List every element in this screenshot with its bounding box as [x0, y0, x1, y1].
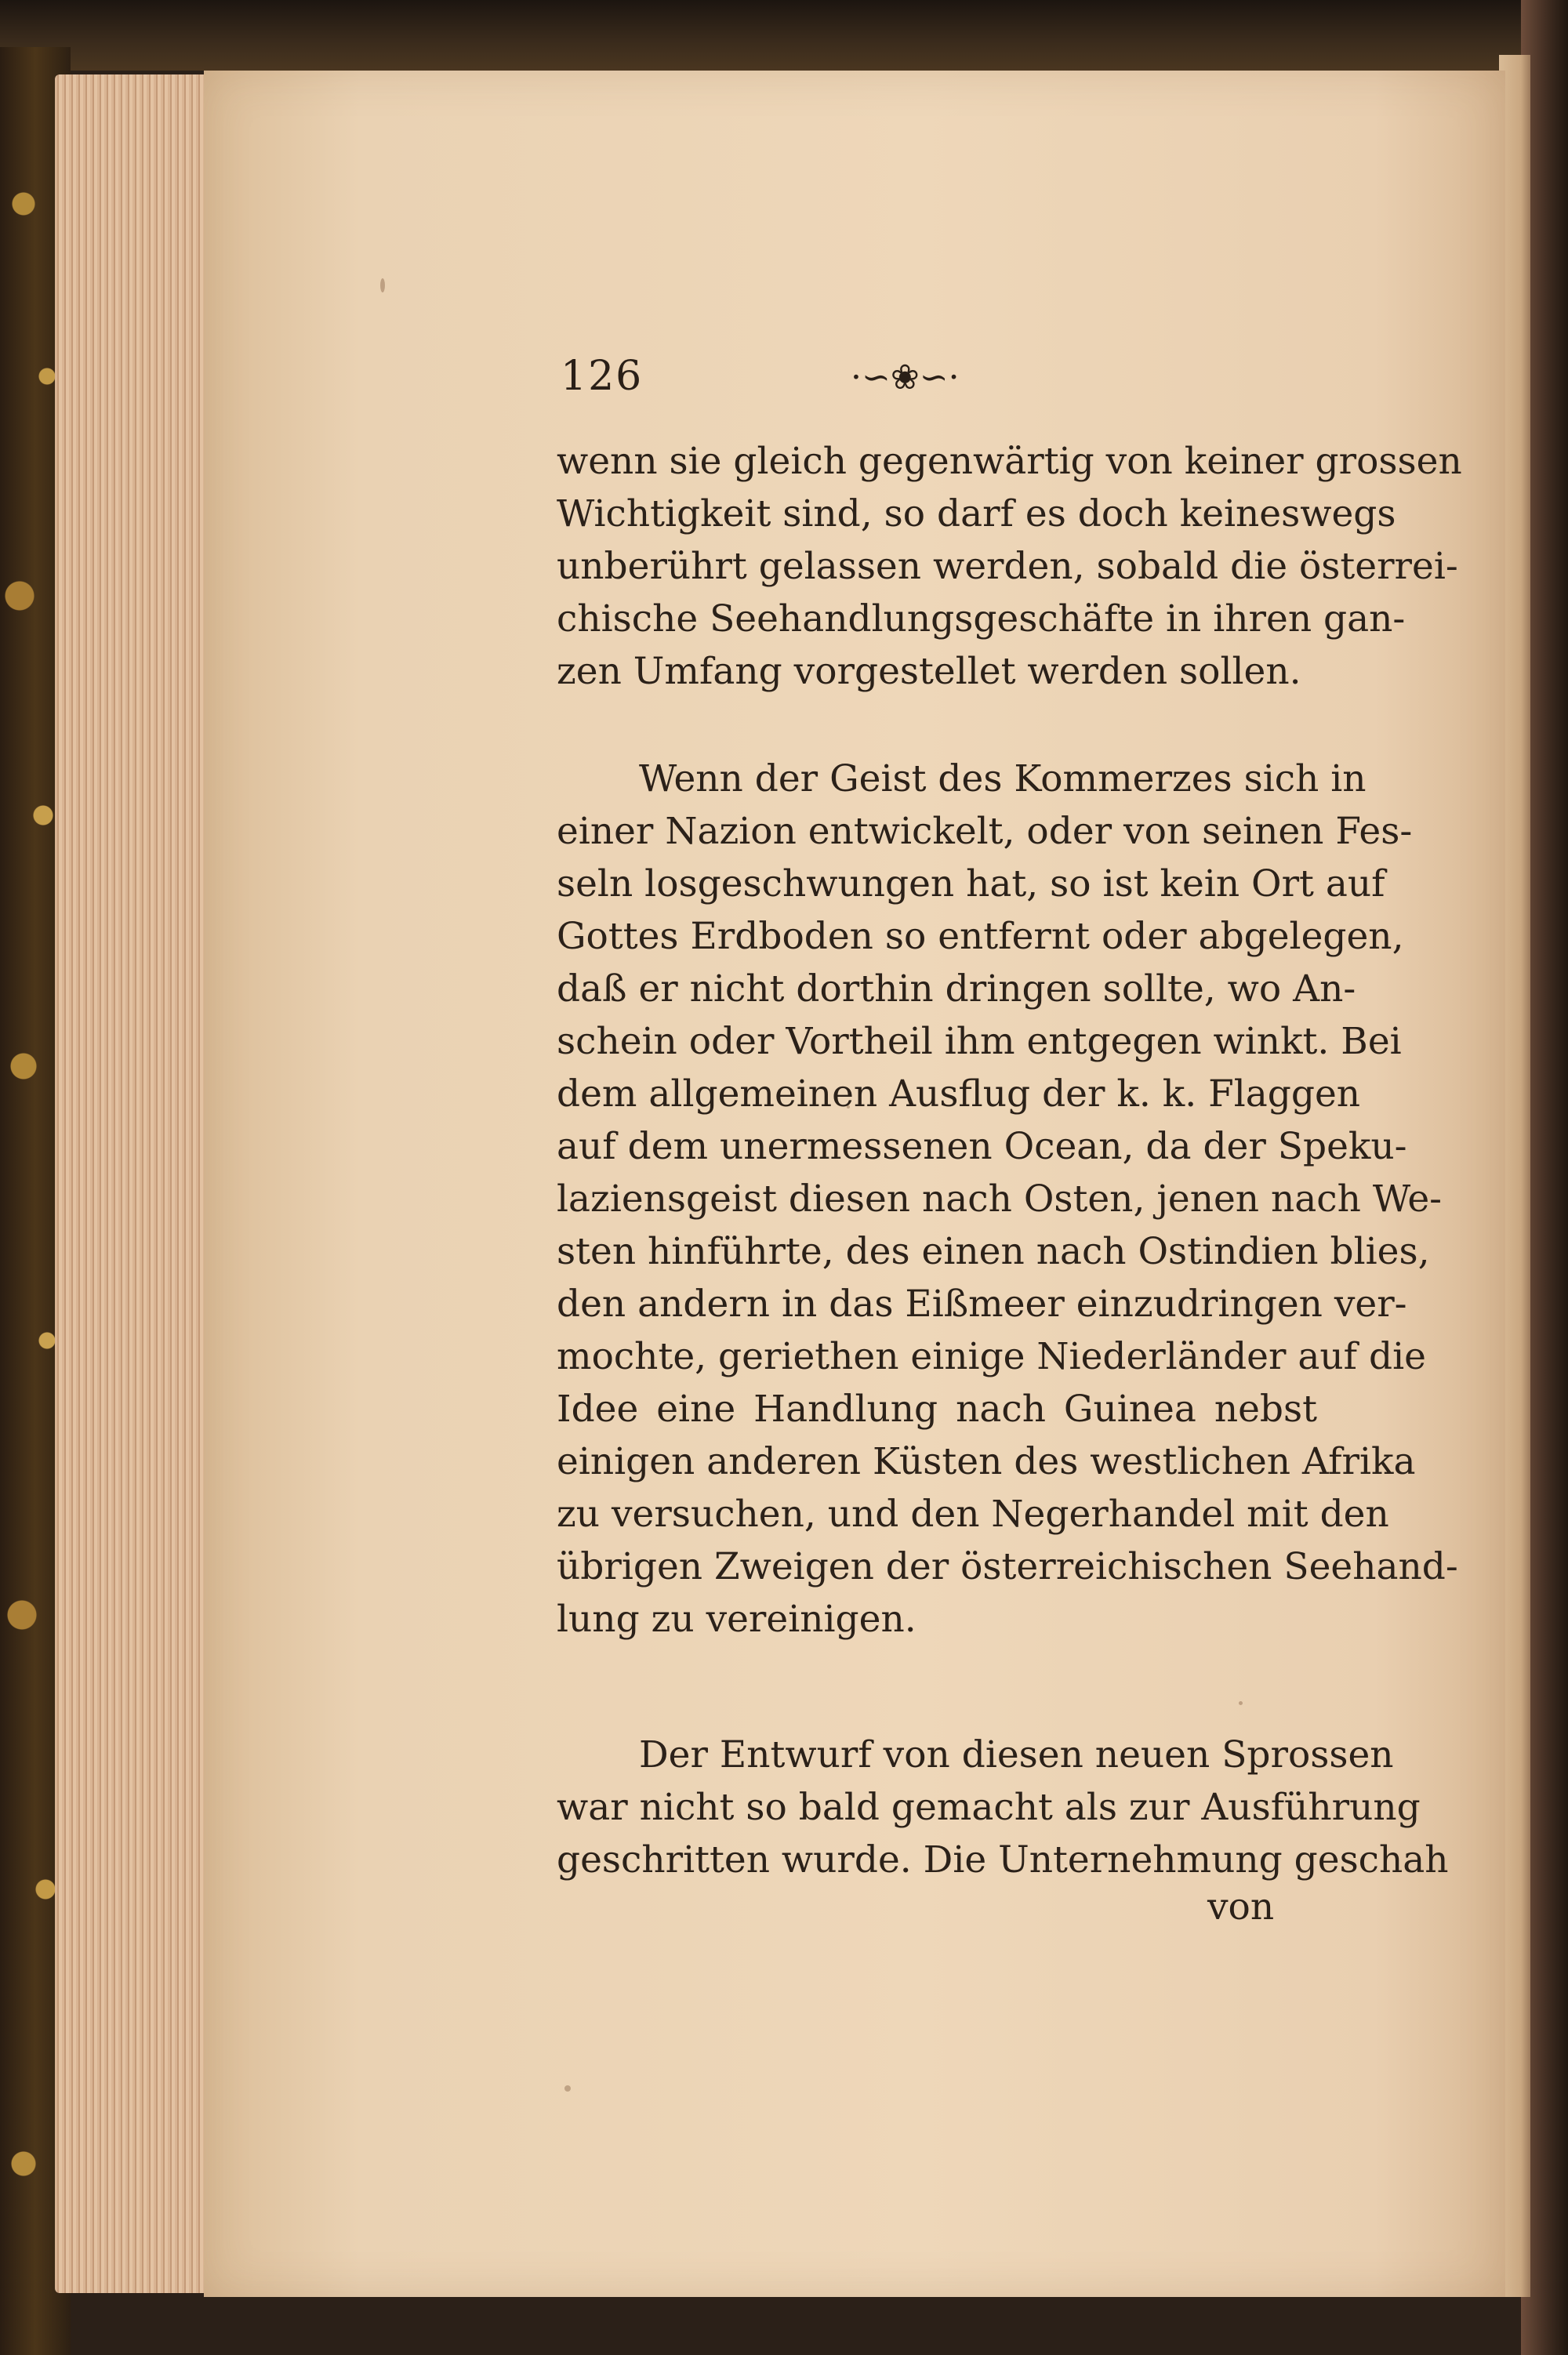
text-line: Wenn der Geist des Kommerzes sich in [639, 757, 1367, 800]
catchword: von [1207, 1885, 1275, 1929]
page-number: 126 [561, 353, 644, 400]
text-line: unberührt gelassen werden, sobald die österrei- [557, 545, 1458, 588]
paragraph-2 [557, 753, 1458, 1646]
text-line: Gottes Erdboden so entfernt oder abgelegen, [557, 915, 1404, 958]
text-line: übrigen Zweigen der österreichischen Seehand- [557, 1545, 1458, 1588]
page-header [561, 353, 1313, 415]
text-line: seln losgeschwungen hat, so ist kein Ort auf [557, 862, 1385, 905]
text-line: daß er nicht dorthin dringen sollte, wo An- [557, 967, 1356, 1011]
text-line: einigen anderen Küsten des westlichen Afrika [557, 1440, 1416, 1483]
paragraph-1 [557, 435, 1462, 698]
paragraph-3 [557, 1729, 1449, 1886]
text-line: lung zu vereinigen. [557, 1598, 916, 1641]
text-line: war nicht so bald gemacht als zur Ausführung [557, 1786, 1421, 1829]
page-edges-stack [55, 74, 220, 2293]
text-line: sten hinführte, des einen nach Ostindien blies, [557, 1230, 1430, 1273]
text-line: dem allgemeinen Ausflug der k. k. Flaggen [557, 1072, 1361, 1116]
text-line: zu versuchen, und den Negerhandel mit den [557, 1493, 1389, 1536]
text-line: einer Nazion entwickelt, oder von seinen Fes- [557, 810, 1413, 853]
book-cover-top [0, 0, 1568, 71]
header-ornament-icon: ·∽❀∽· [851, 357, 960, 397]
text-line: laziensgeist diesen nach Osten, jenen nach We- [557, 1178, 1443, 1221]
text-line: Idee eine Handlung nach Guinea nebst [557, 1388, 1317, 1431]
text-line: Der Entwurf von diesen neuen Sprossen [639, 1733, 1394, 1776]
text-line: zen Umfang vorgestellet werden sollen. [557, 650, 1301, 693]
text-line: den andern in das Eißmeer einzudringen ver- [557, 1283, 1407, 1326]
text-line: Wichtigkeit sind, so darf es doch keineswegs [557, 492, 1396, 535]
text-line: geschritten wurde. Die Unternehmung geschah [557, 1838, 1449, 1881]
text-line: auf dem unermessenen Ocean, da der Speku- [557, 1125, 1407, 1168]
text-line: schein oder Vortheil ihm entgegen winkt. Bei [557, 1020, 1402, 1063]
text-line: wenn sie gleich gegenwärtig von keiner grossen [557, 440, 1462, 483]
text-line: mochte, geriethen einige Niederländer auf die [557, 1335, 1426, 1378]
text-line: chische Seehandlungsgeschäfte in ihren gan- [557, 597, 1406, 640]
